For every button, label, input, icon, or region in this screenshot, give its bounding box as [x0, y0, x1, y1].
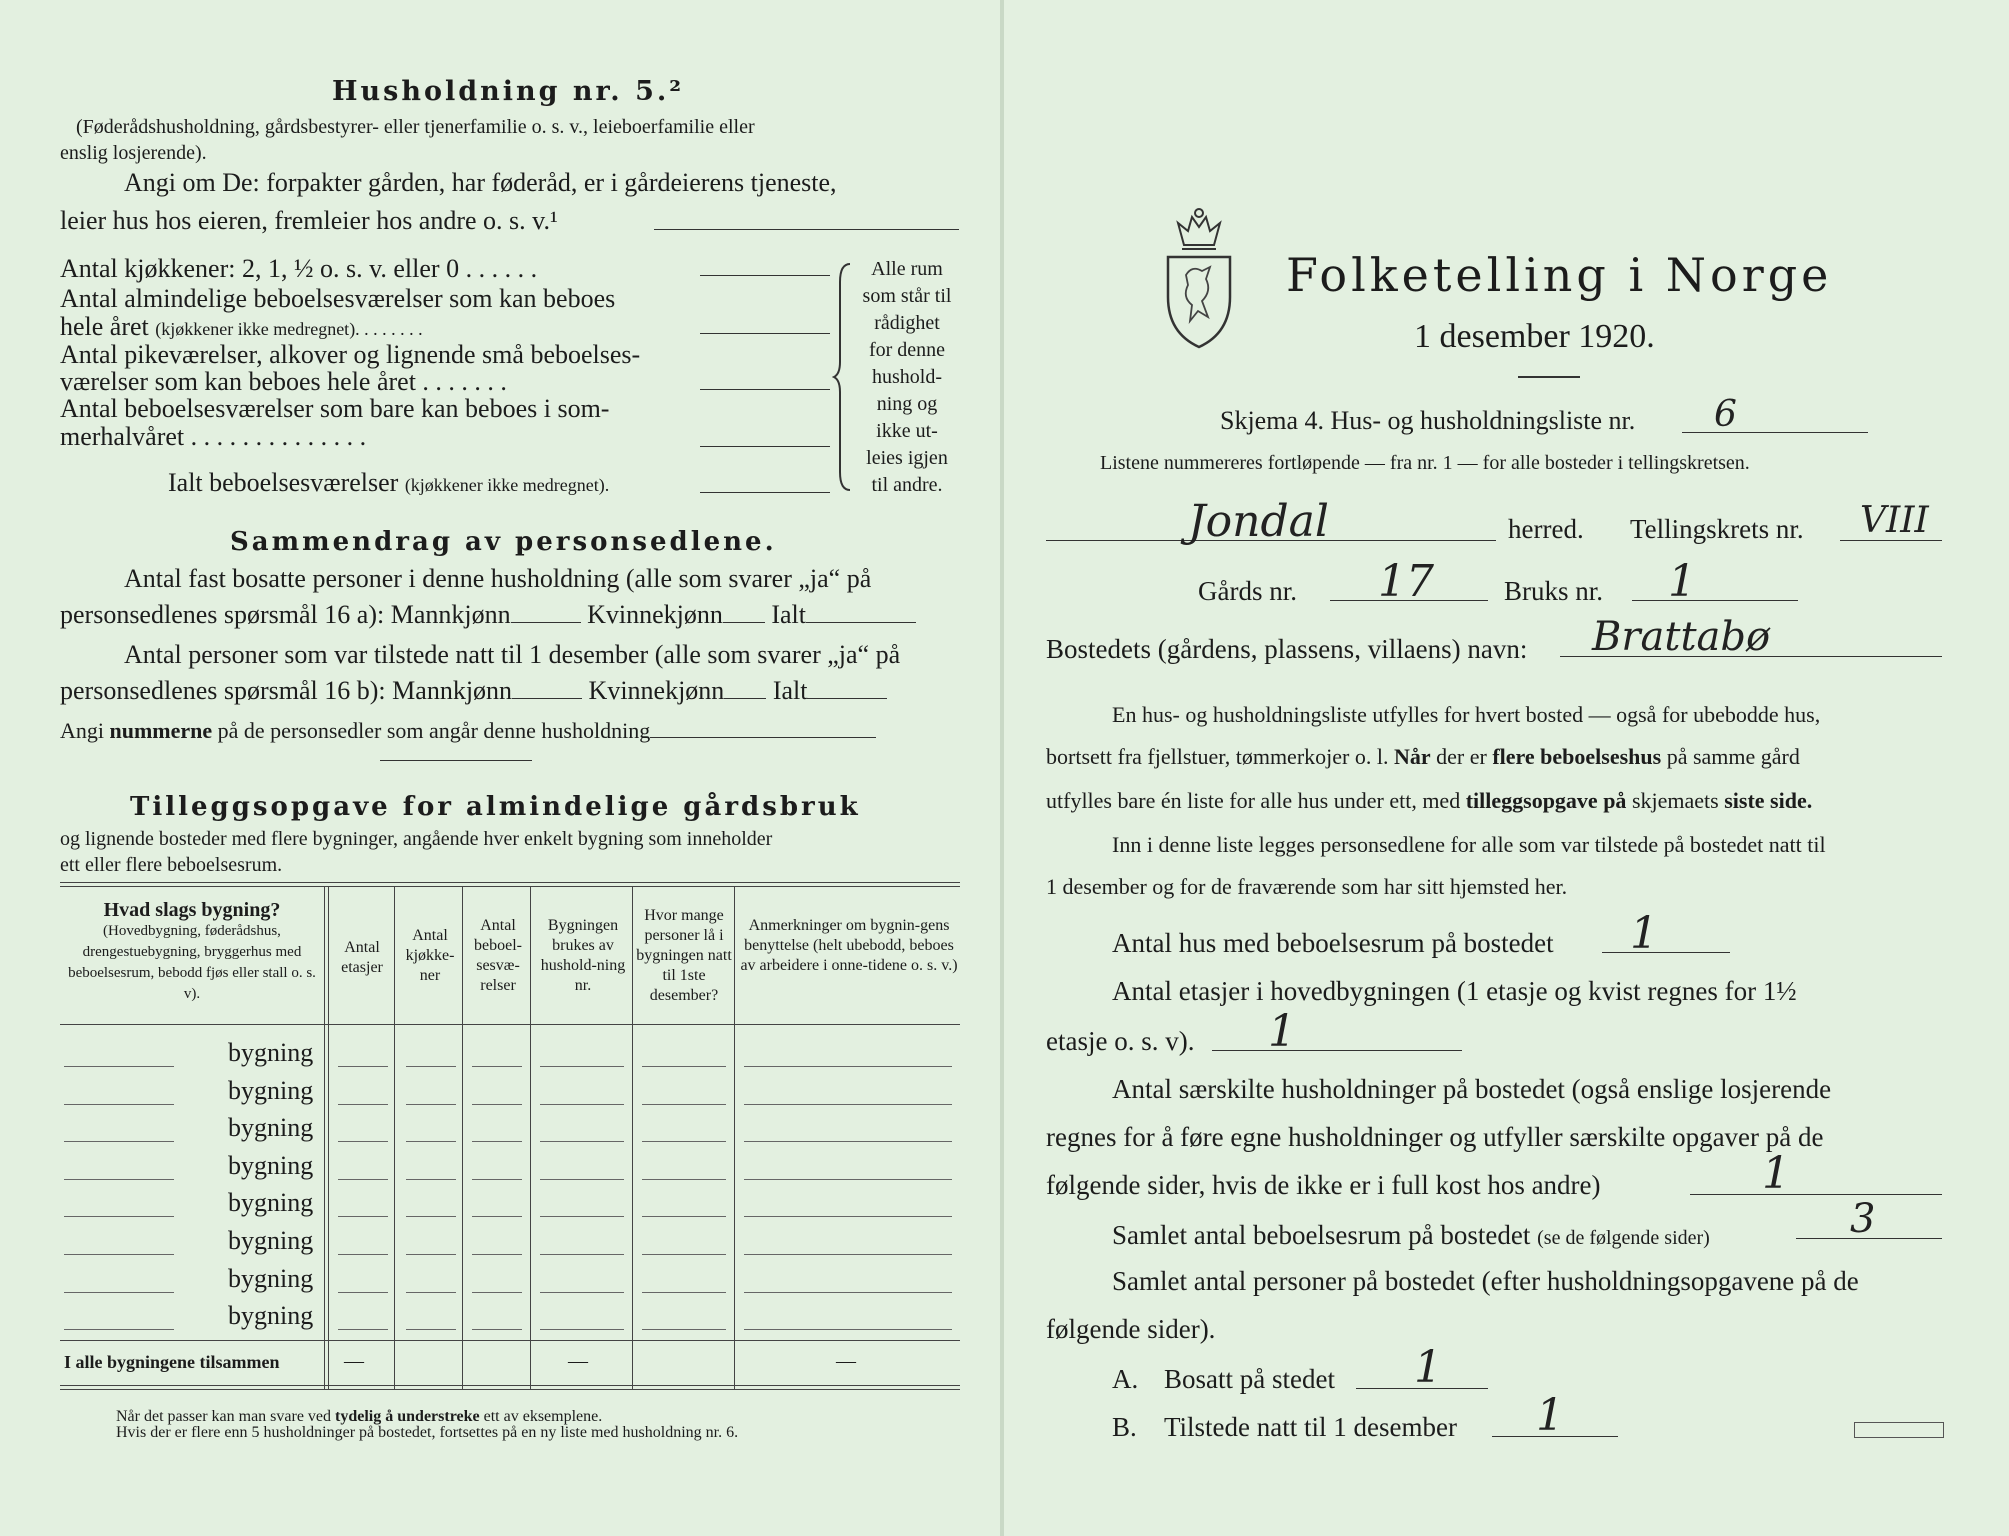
building-cell-blank — [406, 1216, 456, 1217]
resident-value: 1 — [1414, 1342, 1442, 1393]
building-cell-blank — [338, 1104, 388, 1105]
bracket-note: Alle rum som står til rådighet for denne hushold- ning og ikke ut- leies igjen til andre. — [862, 258, 952, 496]
houses-line — [1602, 952, 1730, 953]
summer-rooms-question-2: merhalvåret . . . . . . . . . . . . . . — [60, 422, 367, 451]
building-name-blank — [64, 1254, 174, 1255]
col-header-kitchens: Antal kjøkke-ner — [405, 927, 455, 984]
instruction-2: bortsett fra fjellstuer, tømmerkojer o. l. Når der er flere beboelseshus på samme gård — [1046, 744, 1800, 769]
krets-value: VIII — [1860, 500, 1929, 541]
building-cell-blank — [642, 1292, 726, 1293]
summary-numbers-line: Angi nummerne på de personsedler som angår denne husholdning — [60, 718, 876, 744]
building-name-blank — [64, 1292, 174, 1293]
building-cell-blank — [744, 1141, 952, 1142]
building-cell-blank — [744, 1216, 952, 1217]
supplement-sub-1: og lignende bosteder med flere bygninger, angående hver enkelt bygning som inneholder — [60, 828, 773, 850]
col-header-building-type: Hvad slags bygning? (Hovedbygning, føderådshus, drengestuebygning, bryggerhus med beboelsesrum, bebodd fjøs eller stall o. s. v). — [68, 899, 316, 1002]
right-page — [1002, 0, 2009, 1536]
building-row-label: bygning — [228, 1038, 314, 1067]
col-header-household: Bygningen brukes av hushold-ning nr. — [540, 917, 626, 994]
supplement-sub-2: ett eller flere beboelsesrum. — [60, 854, 283, 876]
building-cell-blank — [472, 1329, 522, 1330]
building-cell-blank — [406, 1329, 456, 1330]
instruction-4: Inn i denne liste legges personsedlene for alle som var tilstede på bostedet natt til — [1112, 832, 1826, 857]
building-row-label: bygning — [228, 1226, 314, 1255]
building-cell-blank — [744, 1104, 952, 1105]
present-text: Tilstede natt til 1 desember — [1164, 1412, 1457, 1442]
bruks-label: Bruks nr. — [1504, 576, 1604, 606]
building-name-blank — [64, 1329, 174, 1330]
supplement-title: Tilleggsopgave for almindelige gårdsbruk — [130, 792, 861, 822]
building-cell-blank — [540, 1216, 624, 1217]
summary-present-1: Antal personer som var tilstede natt til 1 desember (alle som svarer „ja“ på — [124, 640, 901, 669]
kitchens-question: Antal kjøkkener: 2, 1, ½ o. s. v. eller 0 . . . . . . — [60, 254, 538, 283]
persons-question-2: følgende sider). — [1046, 1314, 1216, 1344]
building-cell-blank — [642, 1066, 726, 1067]
maid-rooms-question-2: værelser som kan beboes hele året . . . . . . . — [60, 367, 507, 396]
krets-label: Tellingskrets nr. — [1630, 514, 1804, 544]
maid-rooms-question-1: Antal pikeværelser, alkover og lignende små beboelses- — [60, 340, 641, 369]
schema-line: Skjema 4. Hus- og husholdningsliste nr. — [1220, 406, 1636, 435]
col-header-persons: Hvor mange personer lå i bygningen natt til 1ste desember? — [636, 907, 732, 1004]
building-row-label: bygning — [228, 1113, 314, 1143]
summary-title: Sammendrag av personsedlene. — [230, 527, 777, 557]
coat-of-arms-icon — [1162, 205, 1236, 351]
building-row-label: bygning — [228, 1150, 314, 1180]
building-row-label: bygning — [228, 1263, 314, 1293]
households-value: 1 — [1762, 1148, 1790, 1199]
instruction-3: utfylles bare én liste for alle hus under ett, med tilleggsopgave på skjemaets siste side. — [1046, 788, 1813, 813]
summary-divider — [380, 760, 532, 761]
intro-question-2: leier hus hos eieren, fremleier hos andre o. s. v.¹ — [60, 206, 558, 235]
building-cell-blank — [642, 1329, 726, 1330]
ordinary-rooms-answer-line — [700, 333, 830, 334]
building-cell-blank — [642, 1141, 726, 1142]
building-name-blank — [64, 1066, 174, 1067]
building-name-blank — [64, 1141, 174, 1142]
bruks-value: 1 — [1668, 556, 1696, 607]
building-cell-blank — [472, 1066, 522, 1067]
households-line — [1690, 1194, 1942, 1195]
intro-question-1: Angi om De: forpakter gården, har føderåd, er i gårdeierens tjeneste, — [124, 168, 837, 197]
summary-resident-2: personsedlenes spørsmål 16 a): Mannkjønn Kvinnekjønn Ialt — [60, 600, 916, 630]
maid-rooms-answer-line — [700, 389, 830, 390]
kitchens-answer-line — [700, 275, 830, 276]
building-cell-blank — [744, 1254, 952, 1255]
total-row-label: I alle bygningene tilsammen — [64, 1352, 280, 1372]
herred-label: herred. — [1508, 514, 1584, 544]
building-cell-blank — [406, 1104, 456, 1105]
bosted-value: Brattabø — [1592, 614, 1771, 660]
building-cell-blank — [472, 1254, 522, 1255]
title-divider — [1518, 376, 1580, 378]
present-value: 1 — [1536, 1390, 1564, 1441]
building-cell-blank — [642, 1104, 726, 1105]
building-cell-blank — [472, 1141, 522, 1142]
building-cell-blank — [406, 1179, 456, 1180]
census-title: Folketelling i Norge — [1286, 248, 1833, 302]
floors-line — [1212, 1050, 1462, 1051]
building-cell-blank — [744, 1066, 952, 1067]
building-cell-blank — [406, 1292, 456, 1293]
building-cell-blank — [642, 1179, 726, 1180]
total-household-dash: — — [568, 1350, 588, 1372]
schema-number-line — [1682, 432, 1868, 433]
households-question-1: Antal særskilte husholdninger på bostedet (også enslige losjerende — [1112, 1074, 1832, 1104]
building-cell-blank — [642, 1216, 726, 1217]
bosted-label: Bostedets (gårdens, plassens, villaens) navn: — [1046, 634, 1528, 664]
persons-question-1: Samlet antal personer på bostedet (efter husholdningsopgavene på de — [1112, 1266, 1859, 1296]
col-header-rooms: Antal beboel-sesvæ-relser — [474, 917, 522, 994]
floors-question-2: etasje o. s. v). — [1046, 1026, 1195, 1056]
houses-question: Antal hus med beboelsesrum på bostedet — [1112, 928, 1554, 958]
col-header-remarks: Anmerkninger om bygnin-gens benyttelse (helt ubebodd, beboes av arbeidere i onne-tidene o. s. v.) — [740, 917, 958, 974]
instruction-5: 1 desember og for de fraværende som har sitt hjemsted her. — [1046, 874, 1568, 899]
total-floors-dash: — — [344, 1350, 364, 1372]
intro-note-1: (Føderådshusholdning, gårdsbestyrer- eller tjenerfamilie o. s. v., leieboerfamilie eller — [76, 116, 755, 138]
ordinary-rooms-question-2: hele året (kjøkkener ikke medregnet). . . . . . . . — [60, 312, 423, 341]
building-cell-blank — [338, 1254, 388, 1255]
building-cell-blank — [406, 1141, 456, 1142]
instruction-1: En hus- og husholdningsliste utfylles for hvert bosted — også for ubebodde hus, — [1112, 702, 1821, 727]
footnote-2: Hvis der er flere enn 5 husholdninger på bostedet, fortsettes på en ny liste med husholdning nr. 6. — [116, 1424, 739, 1441]
building-cell-blank — [338, 1141, 388, 1142]
building-name-blank — [64, 1179, 174, 1180]
building-name-blank — [64, 1104, 174, 1105]
houses-value: 1 — [1630, 908, 1658, 959]
building-cell-blank — [338, 1292, 388, 1293]
printer-stamp — [1854, 1422, 1944, 1438]
building-cell-blank — [406, 1254, 456, 1255]
building-cell-blank — [744, 1179, 952, 1180]
building-cell-blank — [338, 1329, 388, 1330]
intro-answer-line — [654, 229, 959, 230]
households-question-3: følgende sider, hvis de ikke er i full kost hos andre) — [1046, 1170, 1601, 1200]
summer-rooms-question-1: Antal beboelsesværelser som bare kan beboes i som- — [60, 394, 610, 423]
building-cell-blank — [338, 1179, 388, 1180]
resident-label: A. — [1112, 1364, 1139, 1394]
summer-rooms-answer-line — [700, 446, 830, 447]
census-date: 1 desember 1920. — [1414, 318, 1655, 355]
building-cell-blank — [540, 1179, 624, 1180]
intro-note-2: enslig losjerende). — [60, 142, 207, 164]
households-question-2: regnes for å føre egne husholdninger og utfyller særskilte opgaver på de — [1046, 1122, 1824, 1152]
building-cell-blank — [338, 1216, 388, 1217]
resident-text: Bosatt på stedet — [1164, 1364, 1335, 1394]
summary-present-2: personsedlenes spørsmål 16 b): Mannkjønn Kvinnekjønn Ialt — [60, 676, 887, 706]
total-remarks-dash: — — [836, 1350, 856, 1372]
total-rooms-label: Ialt beboelsesværelser (kjøkkener ikke medregnet). — [168, 468, 610, 497]
building-row-label: bygning — [228, 1188, 314, 1218]
building-cell-blank — [540, 1254, 624, 1255]
building-cell-blank — [406, 1066, 456, 1067]
gards-value: 17 — [1378, 556, 1434, 607]
left-page — [0, 0, 1002, 1536]
floors-value: 1 — [1268, 1006, 1296, 1057]
building-cell-blank — [642, 1254, 726, 1255]
building-cell-blank — [338, 1066, 388, 1067]
building-cell-blank — [472, 1216, 522, 1217]
building-name-blank — [64, 1216, 174, 1217]
gards-label: Gårds nr. — [1198, 576, 1297, 606]
building-row-label: bygning — [228, 1075, 314, 1105]
col-header-floors: Antal etasjer — [341, 939, 383, 976]
present-label: B. — [1112, 1412, 1137, 1442]
building-cell-blank — [540, 1141, 624, 1142]
rooms-question: Samlet antal beboelsesrum på bostedet (se de følgende sider) — [1112, 1220, 1710, 1250]
schema-number-value: 6 — [1714, 394, 1737, 435]
floors-question-1: Antal etasjer i hovedbygningen (1 etasje og kvist regnes for 1½ — [1112, 976, 1797, 1006]
household-title: Husholdning nr. 5.² — [332, 76, 685, 107]
building-cell-blank — [540, 1329, 624, 1330]
building-row-label: bygning — [228, 1301, 314, 1331]
herred-value: Jondal — [1188, 496, 1329, 547]
bruks-line — [1632, 600, 1798, 601]
ordinary-rooms-question-1: Antal almindelige beboelsesværelser som kan beboes — [60, 284, 616, 313]
building-cell-blank — [472, 1179, 522, 1180]
building-cell-blank — [472, 1104, 522, 1105]
building-cell-blank — [540, 1104, 624, 1105]
building-cell-blank — [744, 1329, 952, 1330]
numbering-note: Listene nummereres fortløpende — fra nr. 1 — for alle bosteder i tellingskretsen. — [1100, 452, 1750, 474]
total-rooms-answer-line — [700, 492, 830, 493]
footnote-1: Når det passer kan man svare ved tydelig å understreke ett av eksemplene. — [116, 1408, 603, 1425]
summary-resident-1: Antal fast bosatte personer i denne husholdning (alle som svarer „ja“ på — [124, 564, 872, 593]
building-cell-blank — [540, 1292, 624, 1293]
rooms-value: 3 — [1850, 1196, 1876, 1242]
building-cell-blank — [540, 1066, 624, 1067]
building-cell-blank — [744, 1292, 952, 1293]
building-cell-blank — [472, 1292, 522, 1293]
